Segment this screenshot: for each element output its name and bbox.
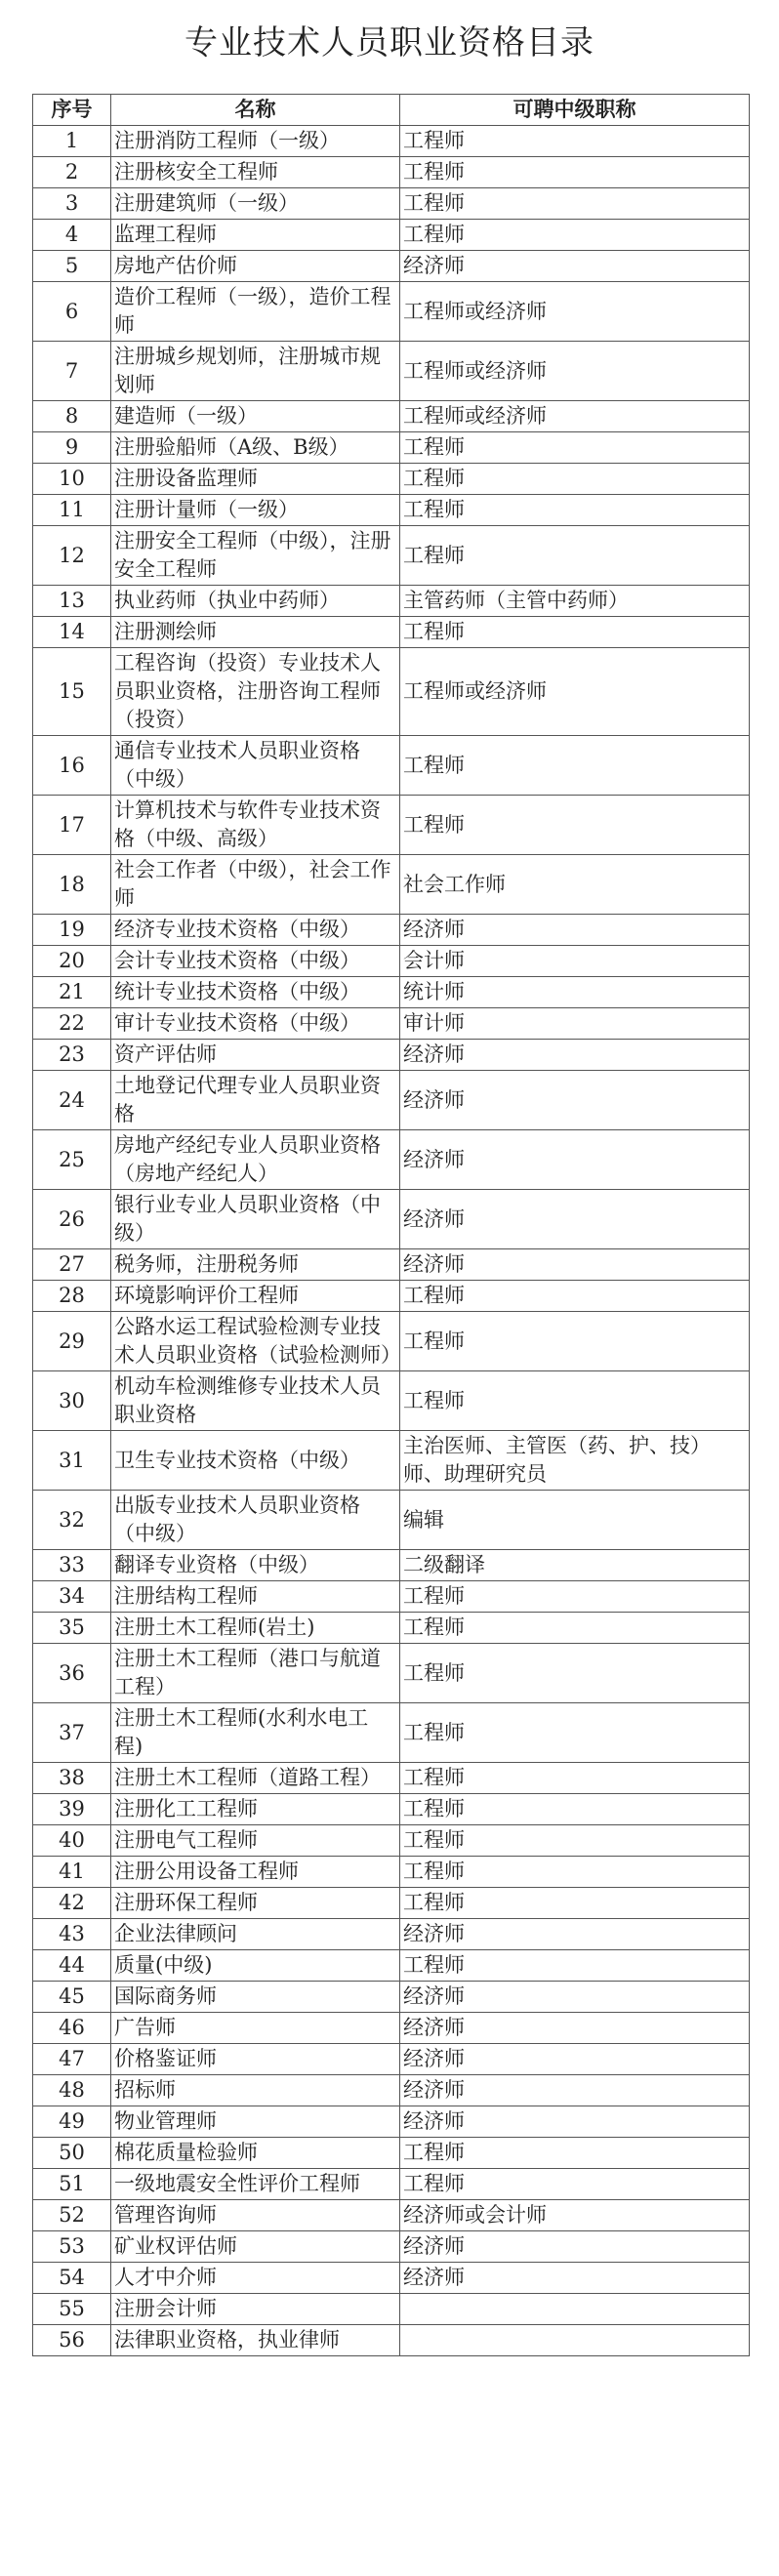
- intermediate-title: 工程师: [400, 796, 750, 855]
- intermediate-title: 经济师: [400, 1130, 750, 1190]
- qualification-name: 注册计量师（一级）: [111, 495, 400, 526]
- qualification-name: 广告师: [111, 2013, 400, 2044]
- intermediate-title: 工程师: [400, 432, 750, 464]
- table-row: [33, 1825, 750, 1857]
- qualification-name: 注册会计师: [111, 2294, 400, 2325]
- row-number: 53: [33, 2231, 111, 2263]
- intermediate-title: 经济师: [400, 1982, 750, 2013]
- table-row: [33, 2013, 750, 2044]
- row-number: 28: [33, 1281, 111, 1312]
- intermediate-title: 经济师: [400, 1190, 750, 1249]
- table-row: [33, 1581, 750, 1613]
- row-number: 25: [33, 1130, 111, 1190]
- row-number: 48: [33, 2075, 111, 2106]
- table-row: [33, 1794, 750, 1825]
- qualification-name: 注册土木工程师（港口与航道工程）: [111, 1644, 400, 1703]
- intermediate-title: 工程师: [400, 1794, 750, 1825]
- intermediate-title: 主治医师、主管医（药、护、技）师、助理研究员: [400, 1431, 750, 1491]
- table-row: [33, 2138, 750, 2169]
- table-row: [33, 188, 750, 220]
- qualification-name: 法律职业资格，执业律师: [111, 2325, 400, 2356]
- row-number: 38: [33, 1763, 111, 1794]
- intermediate-title: 工程师: [400, 188, 750, 220]
- row-number: 40: [33, 1825, 111, 1857]
- page-title: 专业技术人员职业资格目录: [184, 23, 594, 62]
- row-number: 51: [33, 2169, 111, 2200]
- qualification-name: 社会工作者（中级），社会工作师: [111, 855, 400, 915]
- qualification-name: 注册土木工程师(岩土): [111, 1613, 400, 1644]
- row-number: 11: [33, 495, 111, 526]
- intermediate-title: 工程师: [400, 1281, 750, 1312]
- qualification-name: 质量(中级): [111, 1950, 400, 1982]
- row-number: 56: [33, 2325, 111, 2356]
- row-number: 39: [33, 1794, 111, 1825]
- qualification-name: 管理咨询师: [111, 2200, 400, 2231]
- table-row: [33, 2263, 750, 2294]
- intermediate-title: 工程师: [400, 736, 750, 796]
- intermediate-title: 工程师: [400, 1613, 750, 1644]
- header-no: 序号: [33, 95, 111, 126]
- qualification-name: 造价工程师（一级），造价工程师: [111, 282, 400, 342]
- qualification-name: 棉花质量检验师: [111, 2138, 400, 2169]
- qualification-name: 公路水运工程试验检测专业技术人员职业资格（试验检测师）: [111, 1312, 400, 1371]
- intermediate-title: 工程师: [400, 2169, 750, 2200]
- table-row: [33, 526, 750, 586]
- table-row: [33, 1613, 750, 1644]
- row-number: 55: [33, 2294, 111, 2325]
- qualification-table: [32, 94, 750, 2356]
- row-number: 30: [33, 1371, 111, 1431]
- row-number: 19: [33, 915, 111, 946]
- qualification-name: 一级地震安全性评价工程师: [111, 2169, 400, 2200]
- table-row: [33, 1857, 750, 1888]
- row-number: 43: [33, 1919, 111, 1950]
- row-number: 49: [33, 2106, 111, 2138]
- table-row: [33, 2325, 750, 2356]
- table-row: [33, 586, 750, 617]
- qualification-name: 注册安全工程师（中级），注册安全工程师: [111, 526, 400, 586]
- table-row: [33, 401, 750, 432]
- header-name: 名称: [111, 95, 400, 126]
- qualification-name: 注册验船师（A级、B级）: [111, 432, 400, 464]
- row-number: 54: [33, 2263, 111, 2294]
- qualification-name: 监理工程师: [111, 220, 400, 251]
- qualification-name: 银行业专业人员职业资格（中级）: [111, 1190, 400, 1249]
- intermediate-title: 工程师: [400, 495, 750, 526]
- intermediate-title: 编辑: [400, 1491, 750, 1550]
- qualification-name: 价格鉴证师: [111, 2044, 400, 2075]
- intermediate-title: 社会工作师: [400, 855, 750, 915]
- intermediate-title: 经济师: [400, 2013, 750, 2044]
- row-number: 27: [33, 1249, 111, 1281]
- table-row: [33, 2294, 750, 2325]
- intermediate-title: 工程师: [400, 220, 750, 251]
- row-number: 34: [33, 1581, 111, 1613]
- table-row: [33, 1982, 750, 2013]
- intermediate-title: 工程师: [400, 1581, 750, 1613]
- row-number: 52: [33, 2200, 111, 2231]
- row-number: 35: [33, 1613, 111, 1644]
- intermediate-title: 工程师: [400, 1857, 750, 1888]
- table-row: [33, 251, 750, 282]
- intermediate-title: 经济师: [400, 915, 750, 946]
- table-row: [33, 796, 750, 855]
- qualification-name: 注册测绘师: [111, 617, 400, 648]
- intermediate-title: 工程师: [400, 1371, 750, 1431]
- row-number: 18: [33, 855, 111, 915]
- intermediate-title: 工程师: [400, 2138, 750, 2169]
- intermediate-title: 经济师: [400, 1919, 750, 1950]
- row-number: 5: [33, 251, 111, 282]
- qualification-name: 注册环保工程师: [111, 1888, 400, 1919]
- qualification-name: 注册化工工程师: [111, 1794, 400, 1825]
- qualification-name: 资产评估师: [111, 1040, 400, 1071]
- table-row: [33, 946, 750, 977]
- table-row: [33, 2044, 750, 2075]
- row-number: 7: [33, 342, 111, 401]
- qualification-name: 招标师: [111, 2075, 400, 2106]
- table-row: [33, 1071, 750, 1130]
- qualification-name: 注册电气工程师: [111, 1825, 400, 1857]
- table-row: [33, 2075, 750, 2106]
- table-row: [33, 342, 750, 401]
- table-row: [33, 736, 750, 796]
- intermediate-title: [400, 2325, 750, 2356]
- qualification-name: 经济专业技术资格（中级）: [111, 915, 400, 946]
- table-row: [33, 1281, 750, 1312]
- qualification-name: 建造师（一级）: [111, 401, 400, 432]
- row-number: 47: [33, 2044, 111, 2075]
- row-number: 14: [33, 617, 111, 648]
- intermediate-title: 经济师或会计师: [400, 2200, 750, 2231]
- row-number: 8: [33, 401, 111, 432]
- qualification-name: 出版专业技术人员职业资格（中级）: [111, 1491, 400, 1550]
- row-number: 44: [33, 1950, 111, 1982]
- row-number: 16: [33, 736, 111, 796]
- qualification-name: 注册设备监理师: [111, 464, 400, 495]
- qualification-name: 环境影响评价工程师: [111, 1281, 400, 1312]
- table-row: [33, 648, 750, 736]
- table-row: [33, 1491, 750, 1550]
- intermediate-title: 工程师: [400, 1312, 750, 1371]
- qualification-name: 注册结构工程师: [111, 1581, 400, 1613]
- qualification-name: 人才中介师: [111, 2263, 400, 2294]
- table-row: [33, 157, 750, 188]
- row-number: 37: [33, 1703, 111, 1763]
- qualification-name: 物业管理师: [111, 2106, 400, 2138]
- qualification-name: 翻译专业资格（中级）: [111, 1550, 400, 1581]
- table-row: [33, 1919, 750, 1950]
- intermediate-title: 经济师: [400, 2231, 750, 2263]
- intermediate-title: 工程师: [400, 526, 750, 586]
- table-row: [33, 977, 750, 1008]
- intermediate-title: 经济师: [400, 2075, 750, 2106]
- intermediate-title: 二级翻译: [400, 1550, 750, 1581]
- table-header-row: [33, 95, 750, 126]
- qualification-name: 卫生专业技术资格（中级）: [111, 1431, 400, 1491]
- intermediate-title: 工程师: [400, 126, 750, 157]
- qualification-name: 注册建筑师（一级）: [111, 188, 400, 220]
- intermediate-title: 审计师: [400, 1008, 750, 1040]
- row-number: 4: [33, 220, 111, 251]
- qualification-name: 注册核安全工程师: [111, 157, 400, 188]
- intermediate-title: 统计师: [400, 977, 750, 1008]
- qualification-name: 注册公用设备工程师: [111, 1857, 400, 1888]
- qualification-name: 房地产经纪专业人员职业资格（房地产经纪人）: [111, 1130, 400, 1190]
- intermediate-title: 经济师: [400, 2106, 750, 2138]
- table-row: [33, 617, 750, 648]
- intermediate-title: 工程师: [400, 1888, 750, 1919]
- header-title: 可聘中级职称: [400, 95, 750, 126]
- table-row: [33, 2106, 750, 2138]
- qualification-name: 税务师，注册税务师: [111, 1249, 400, 1281]
- row-number: 45: [33, 1982, 111, 2013]
- row-number: 23: [33, 1040, 111, 1071]
- intermediate-title: 工程师: [400, 1644, 750, 1703]
- qualification-name: 工程咨询（投资）专业技术人员职业资格，注册咨询工程师（投资）: [111, 648, 400, 736]
- table-row: [33, 1431, 750, 1491]
- row-number: 50: [33, 2138, 111, 2169]
- intermediate-title: 经济师: [400, 1040, 750, 1071]
- table-row: [33, 855, 750, 915]
- table-row: [33, 1888, 750, 1919]
- qualification-name: 矿业权评估师: [111, 2231, 400, 2263]
- table-row: [33, 495, 750, 526]
- intermediate-title: 经济师: [400, 2263, 750, 2294]
- intermediate-title: 经济师: [400, 2044, 750, 2075]
- intermediate-title: 工程师: [400, 1703, 750, 1763]
- intermediate-title: 经济师: [400, 251, 750, 282]
- qualification-name: 注册城乡规划师，注册城市规划师: [111, 342, 400, 401]
- row-number: 41: [33, 1857, 111, 1888]
- intermediate-title: 经济师: [400, 1071, 750, 1130]
- table-row: [33, 1550, 750, 1581]
- intermediate-title: 工程师: [400, 464, 750, 495]
- row-number: 10: [33, 464, 111, 495]
- row-number: 20: [33, 946, 111, 977]
- table-row: [33, 1312, 750, 1371]
- qualification-name: 审计专业技术资格（中级）: [111, 1008, 400, 1040]
- intermediate-title: 工程师: [400, 157, 750, 188]
- table-row: [33, 126, 750, 157]
- intermediate-title: 经济师: [400, 1249, 750, 1281]
- table-row: [33, 282, 750, 342]
- row-number: 22: [33, 1008, 111, 1040]
- table-row: [33, 1008, 750, 1040]
- table-row: [33, 1040, 750, 1071]
- row-number: 26: [33, 1190, 111, 1249]
- intermediate-title: 工程师或经济师: [400, 648, 750, 736]
- row-number: 6: [33, 282, 111, 342]
- qualification-name: 注册消防工程师（一级）: [111, 126, 400, 157]
- qualification-name: 注册土木工程师（道路工程）: [111, 1763, 400, 1794]
- row-number: 12: [33, 526, 111, 586]
- qualification-name: 执业药师（执业中药师）: [111, 586, 400, 617]
- row-number: 9: [33, 432, 111, 464]
- row-number: 1: [33, 126, 111, 157]
- row-number: 29: [33, 1312, 111, 1371]
- qualification-name: 机动车检测维修专业技术人员职业资格: [111, 1371, 400, 1431]
- qualification-name: 企业法律顾问: [111, 1919, 400, 1950]
- intermediate-title: 工程师: [400, 1825, 750, 1857]
- row-number: 42: [33, 1888, 111, 1919]
- intermediate-title: 会计师: [400, 946, 750, 977]
- row-number: 2: [33, 157, 111, 188]
- row-number: 13: [33, 586, 111, 617]
- row-number: 3: [33, 188, 111, 220]
- row-number: 33: [33, 1550, 111, 1581]
- table-row: [33, 220, 750, 251]
- qualification-name: 通信专业技术人员职业资格（中级）: [111, 736, 400, 796]
- row-number: 17: [33, 796, 111, 855]
- table-row: [33, 1950, 750, 1982]
- table-row: [33, 1763, 750, 1794]
- row-number: 36: [33, 1644, 111, 1703]
- table-row: [33, 1130, 750, 1190]
- qualification-name: 土地登记代理专业人员职业资格: [111, 1071, 400, 1130]
- row-number: 21: [33, 977, 111, 1008]
- table-row: [33, 464, 750, 495]
- intermediate-title: 工程师或经济师: [400, 342, 750, 401]
- qualification-name: 会计专业技术资格（中级）: [111, 946, 400, 977]
- intermediate-title: 主管药师（主管中药师）: [400, 586, 750, 617]
- table-row: [33, 1190, 750, 1249]
- row-number: 24: [33, 1071, 111, 1130]
- table-row: [33, 1644, 750, 1703]
- qualification-name: 注册土木工程师(水利水电工程): [111, 1703, 400, 1763]
- table-row: [33, 432, 750, 464]
- table-row: [33, 2200, 750, 2231]
- qualification-name: 统计专业技术资格（中级）: [111, 977, 400, 1008]
- intermediate-title: 工程师: [400, 1763, 750, 1794]
- row-number: 32: [33, 1491, 111, 1550]
- table-row: [33, 2231, 750, 2263]
- intermediate-title: 工程师: [400, 617, 750, 648]
- intermediate-title: 工程师: [400, 1950, 750, 1982]
- intermediate-title: [400, 2294, 750, 2325]
- row-number: 15: [33, 648, 111, 736]
- qualification-name: 计算机技术与软件专业技术资格（中级、高级）: [111, 796, 400, 855]
- row-number: 31: [33, 1431, 111, 1491]
- intermediate-title: 工程师或经济师: [400, 282, 750, 342]
- row-number: 46: [33, 2013, 111, 2044]
- qualification-name: 房地产估价师: [111, 251, 400, 282]
- table-row: [33, 1249, 750, 1281]
- table-row: [33, 2169, 750, 2200]
- qualification-name: 国际商务师: [111, 1982, 400, 2013]
- table-row: [33, 1371, 750, 1431]
- table-row: [33, 1703, 750, 1763]
- intermediate-title: 工程师或经济师: [400, 401, 750, 432]
- table-row: [33, 915, 750, 946]
